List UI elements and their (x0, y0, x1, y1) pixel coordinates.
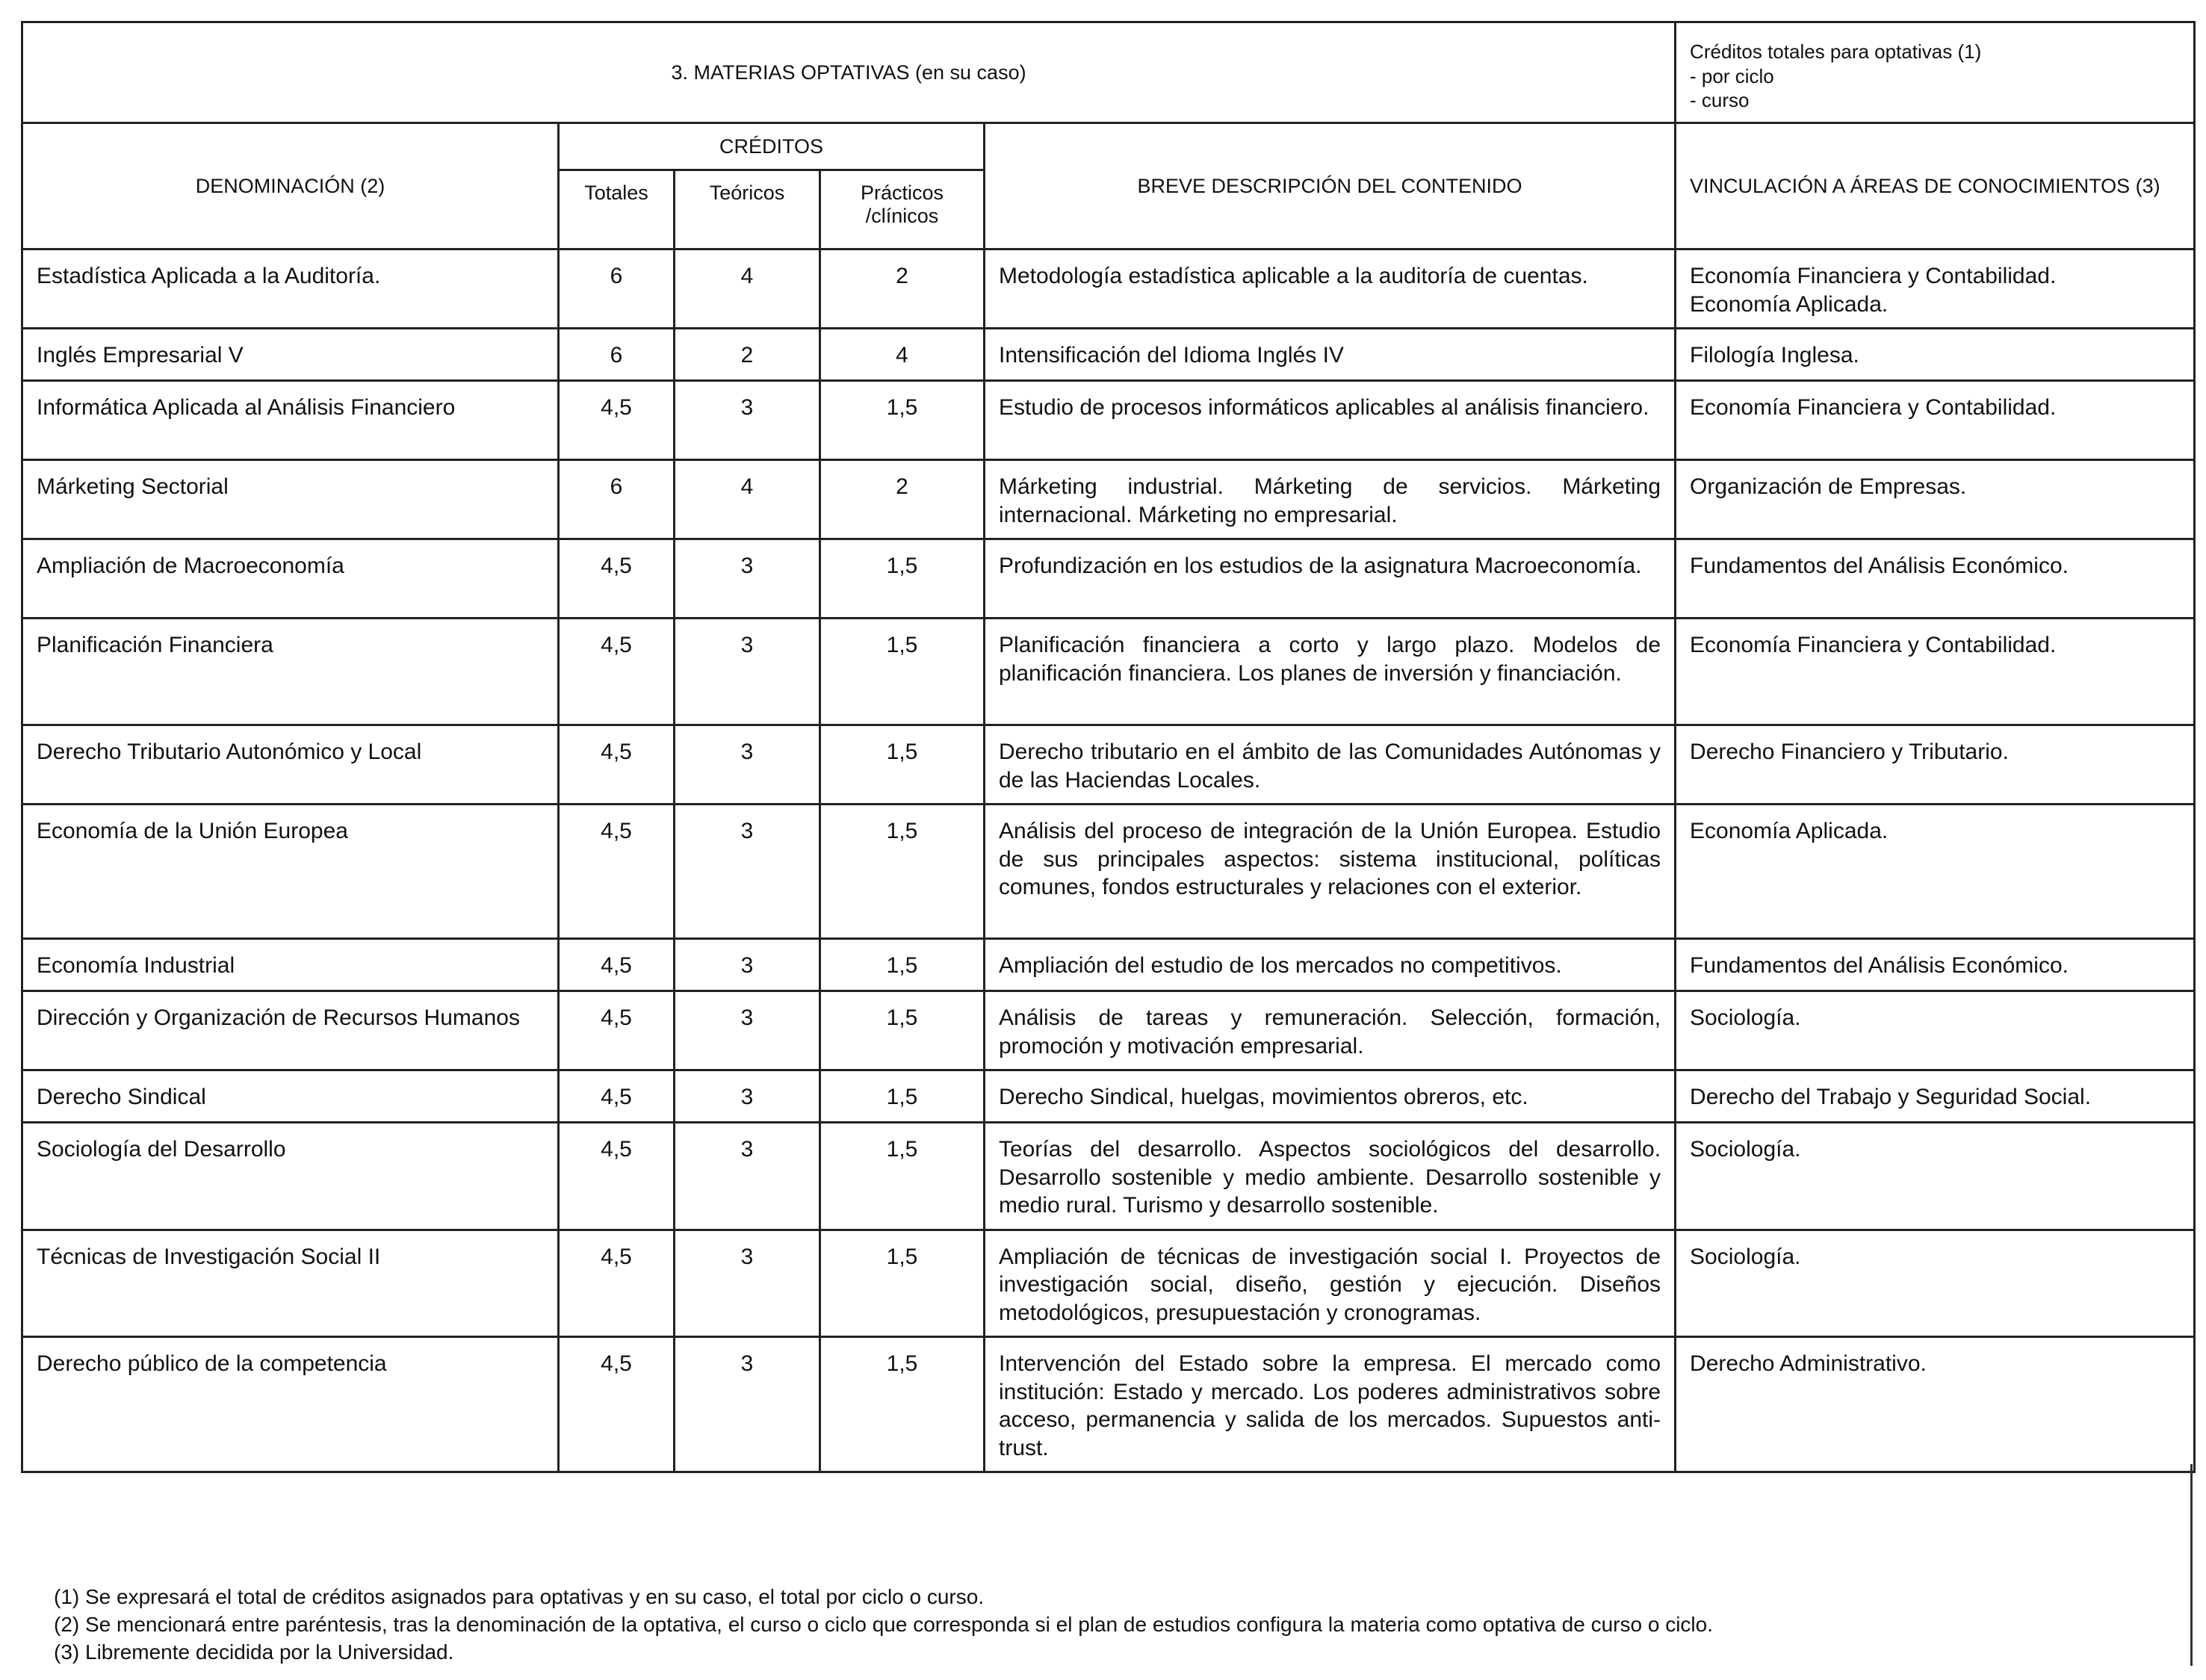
knowledge-area: Organización de Empresas. (1690, 474, 1967, 499)
knowledge-area: Fundamentos del Análisis Económico. (1690, 953, 2069, 978)
subject-description: Intensificación del Idioma Inglés IV (985, 329, 1676, 381)
column-header-row (22, 123, 2195, 170)
col-header-denominacion: DENOMINACIÓN (2) (22, 123, 559, 249)
credits-teoricos: 3 (675, 619, 820, 725)
subject-description: Derecho Sindical, huelgas, movimientos obreros, etc. (985, 1070, 1676, 1123)
knowledge-areas (1676, 1337, 2195, 1472)
col-header-practicos-line: Prácticos (860, 182, 944, 204)
subject-name: Economía Industrial (22, 939, 559, 991)
subject-description: Profundización en los estudios de la asignatura Macroeconomía. (985, 539, 1676, 619)
credits-totales: 4,5 (559, 1230, 675, 1337)
credits-practicos: 1,5 (820, 539, 985, 619)
knowledge-areas (1676, 725, 2195, 805)
knowledge-areas (1676, 1123, 2195, 1230)
credits-practicos: 1,5 (820, 1230, 985, 1337)
credits-totales: 4,5 (559, 991, 675, 1070)
subject-name: Inglés Empresarial V (22, 329, 559, 381)
subject-description: Derecho tributario en el ámbito de las Comunidades Autónomas y de las Haciendas Locales. (985, 725, 1676, 805)
credits-teoricos: 3 (675, 805, 820, 939)
subject-description: Metodología estadística aplicable a la auditoría de cuentas. (985, 249, 1676, 329)
table-row (22, 249, 2195, 329)
credits-practicos: 1,5 (820, 991, 985, 1070)
subject-name: Dirección y Organización de Recursos Humanos (22, 991, 559, 1070)
subject-name: Derecho Sindical (22, 1070, 559, 1123)
credits-totales: 4,5 (559, 381, 675, 460)
credits-totales: 4,5 (559, 805, 675, 939)
table-row (22, 381, 2195, 460)
credits-practicos: 1,5 (820, 1337, 985, 1472)
subject-name: Ampliación de Macroeconomía (22, 539, 559, 619)
optional-subjects-table (21, 21, 2196, 1473)
knowledge-area: Economía Aplicada. (1690, 819, 1889, 843)
col-header-vinculacion: VINCULACIÓN A ÁREAS DE CONOCIMIENTOS (3) (1676, 123, 2195, 249)
knowledge-areas (1676, 249, 2195, 329)
knowledge-area: Filología Inglesa. (1690, 343, 1859, 368)
knowledge-area: Economía Aplicada. (1690, 291, 1889, 317)
credits-totales: 6 (559, 329, 675, 381)
credits-teoricos: 3 (675, 1123, 820, 1230)
credits-total-note-line: - por ciclo (1690, 64, 1774, 87)
credits-totales: 4,5 (559, 939, 675, 991)
knowledge-area: Sociología. (1690, 1137, 1801, 1162)
credits-totales: 4,5 (559, 1070, 675, 1123)
knowledge-area: Sociología. (1690, 1005, 1801, 1030)
credits-practicos: 1,5 (820, 381, 985, 460)
credits-practicos: 2 (820, 249, 985, 329)
col-header-descripcion: BREVE DESCRIPCIÓN DEL CONTENIDO (985, 123, 1676, 249)
col-header-practicos (820, 170, 985, 249)
table-row (22, 939, 2195, 991)
knowledge-areas (1676, 460, 2195, 539)
table-row (22, 1070, 2195, 1123)
credits-teoricos: 3 (675, 1230, 820, 1337)
subject-description: Análisis del proceso de integración de la Unión Europea. Estudio de sus principales aspectos: sistema institucional, políticas comunes, fondos estructurales y relaciones con el exterior. (985, 805, 1676, 939)
subject-name: Estadística Aplicada a la Auditoría. (22, 249, 559, 329)
table-row (22, 460, 2195, 539)
subject-name: Economía de la Unión Europea (22, 805, 559, 939)
credits-total-note-line: Créditos totales para optativas (1) (1690, 40, 1982, 63)
subject-description: Análisis de tareas y remuneración. Selección, formación, promoción y motivación empresarial. (985, 991, 1676, 1070)
subject-name: Planificación Financiera (22, 619, 559, 725)
credits-practicos: 1,5 (820, 939, 985, 991)
table-row (22, 725, 2195, 805)
subject-name: Técnicas de Investigación Social II (22, 1230, 559, 1337)
knowledge-area: Derecho Administrativo. (1690, 1351, 1927, 1376)
credits-practicos: 1,5 (820, 1123, 985, 1230)
credits-practicos: 2 (820, 460, 985, 539)
table-row (22, 991, 2195, 1070)
col-header-practicos-line: /clínicos (865, 205, 939, 228)
table-body (22, 249, 2195, 1472)
knowledge-areas (1676, 939, 2195, 991)
table-row (22, 539, 2195, 619)
credits-teoricos: 3 (675, 381, 820, 460)
subject-description: Intervención del Estado sobre la empresa. El mercado como institución: Estado y mercado. Los poderes administrativos sobre acceso, permanencia y salida de los mercados. Supuestos anti-trust. (985, 1337, 1676, 1472)
credits-totales: 4,5 (559, 1337, 675, 1472)
knowledge-areas (1676, 805, 2195, 939)
credits-total-note-line: - curso (1690, 89, 1750, 111)
document-sheet (21, 21, 2193, 1473)
subject-name: Sociología del Desarrollo (22, 1123, 559, 1230)
knowledge-areas (1676, 381, 2195, 460)
credits-teoricos: 3 (675, 1337, 820, 1472)
credits-practicos: 4 (820, 329, 985, 381)
subject-description: Márketing industrial. Márketing de servicios. Márketing internacional. Márketing no empresarial. (985, 460, 1676, 539)
credits-totales: 6 (559, 460, 675, 539)
table-row (22, 805, 2195, 939)
knowledge-areas (1676, 991, 2195, 1070)
knowledge-areas (1676, 539, 2195, 619)
credits-totales: 4,5 (559, 725, 675, 805)
knowledge-area: Economía Financiera y Contabilidad. (1690, 633, 2057, 657)
subject-name: Márketing Sectorial (22, 460, 559, 539)
knowledge-area: Fundamentos del Análisis Económico. (1690, 554, 2069, 578)
knowledge-areas (1676, 1230, 2195, 1337)
col-header-teoricos: Teóricos (675, 170, 820, 249)
credits-practicos: 1,5 (820, 1070, 985, 1123)
credits-totales: 4,5 (559, 539, 675, 619)
credits-teoricos: 4 (675, 460, 820, 539)
knowledge-area: Economía Financiera y Contabilidad. (1690, 395, 2057, 420)
credits-teoricos: 3 (675, 539, 820, 619)
table-row (22, 1230, 2195, 1337)
subject-name: Derecho público de la competencia (22, 1337, 559, 1472)
subject-description: Planificación financiera a corto y largo plazo. Modelos de planificación financiera. Los planes de inversión y financiación. (985, 619, 1676, 725)
credits-totales: 4,5 (559, 619, 675, 725)
table-row (22, 329, 2195, 381)
credits-teoricos: 3 (675, 939, 820, 991)
page-edge-rule (2190, 1464, 2193, 1666)
subject-description: Ampliación del estudio de los mercados no competitivos. (985, 939, 1676, 991)
credits-teoricos: 3 (675, 725, 820, 805)
credits-teoricos: 2 (675, 329, 820, 381)
footnote: (3) Libremente decidida por la Universidad. (54, 1640, 454, 1664)
credits-teoricos: 3 (675, 1070, 820, 1123)
credits-practicos: 1,5 (820, 619, 985, 725)
credits-teoricos: 4 (675, 249, 820, 329)
subject-description: Teorías del desarrollo. Aspectos sociológicos del desarrollo. Desarrollo sostenible y medio ambiente. Desarrollo sostenible y medio rural. Turismo y desarrollo sostenible. (985, 1123, 1676, 1230)
table-row (22, 619, 2195, 725)
credits-totales: 4,5 (559, 1123, 675, 1230)
knowledge-areas (1676, 329, 2195, 381)
knowledge-area: Derecho Financiero y Tributario. (1690, 740, 2009, 764)
subject-description: Estudio de procesos informáticos aplicables al análisis financiero. (985, 381, 1676, 460)
credits-totales: 6 (559, 249, 675, 329)
subject-description: Ampliación de técnicas de investigación social I. Proyectos de investigación social, diseño, gestión y ejecución. Diseños metodológicos, presupuestación y cronogramas. (985, 1230, 1676, 1337)
col-header-creditos: CRÉDITOS (559, 123, 985, 170)
footnote: (2) Se mencionará entre paréntesis, tras la denominación de la optativa, el curso o ciclo que corresponda si el plan de estudios configura la materia como optativa de curso o ciclo. (54, 1612, 1713, 1636)
subject-name: Derecho Tributario Autonómico y Local (22, 725, 559, 805)
table-row (22, 1337, 2195, 1472)
col-header-totales: Totales (559, 170, 675, 249)
knowledge-areas (1676, 1070, 2195, 1123)
credits-total-note (1676, 22, 2195, 123)
table-row (22, 1123, 2195, 1230)
knowledge-area: Sociología. (1690, 1244, 1801, 1269)
credits-teoricos: 3 (675, 991, 820, 1070)
credits-practicos: 1,5 (820, 725, 985, 805)
table-title: 3. MATERIAS OPTATIVAS (en su caso) (22, 22, 1676, 123)
credits-practicos: 1,5 (820, 805, 985, 939)
footnotes (54, 1584, 1713, 1667)
title-row (22, 22, 2195, 123)
knowledge-area: Derecho del Trabajo y Seguridad Social. (1690, 1085, 2092, 1109)
knowledge-area: Economía Financiera y Contabilidad. (1690, 264, 2057, 288)
subject-name: Informática Aplicada al Análisis Financiero (22, 381, 559, 460)
knowledge-areas (1676, 619, 2195, 725)
footnote: (1) Se expresará el total de créditos asignados para optativas y en su caso, el total por ciclo o curso. (54, 1585, 985, 1608)
